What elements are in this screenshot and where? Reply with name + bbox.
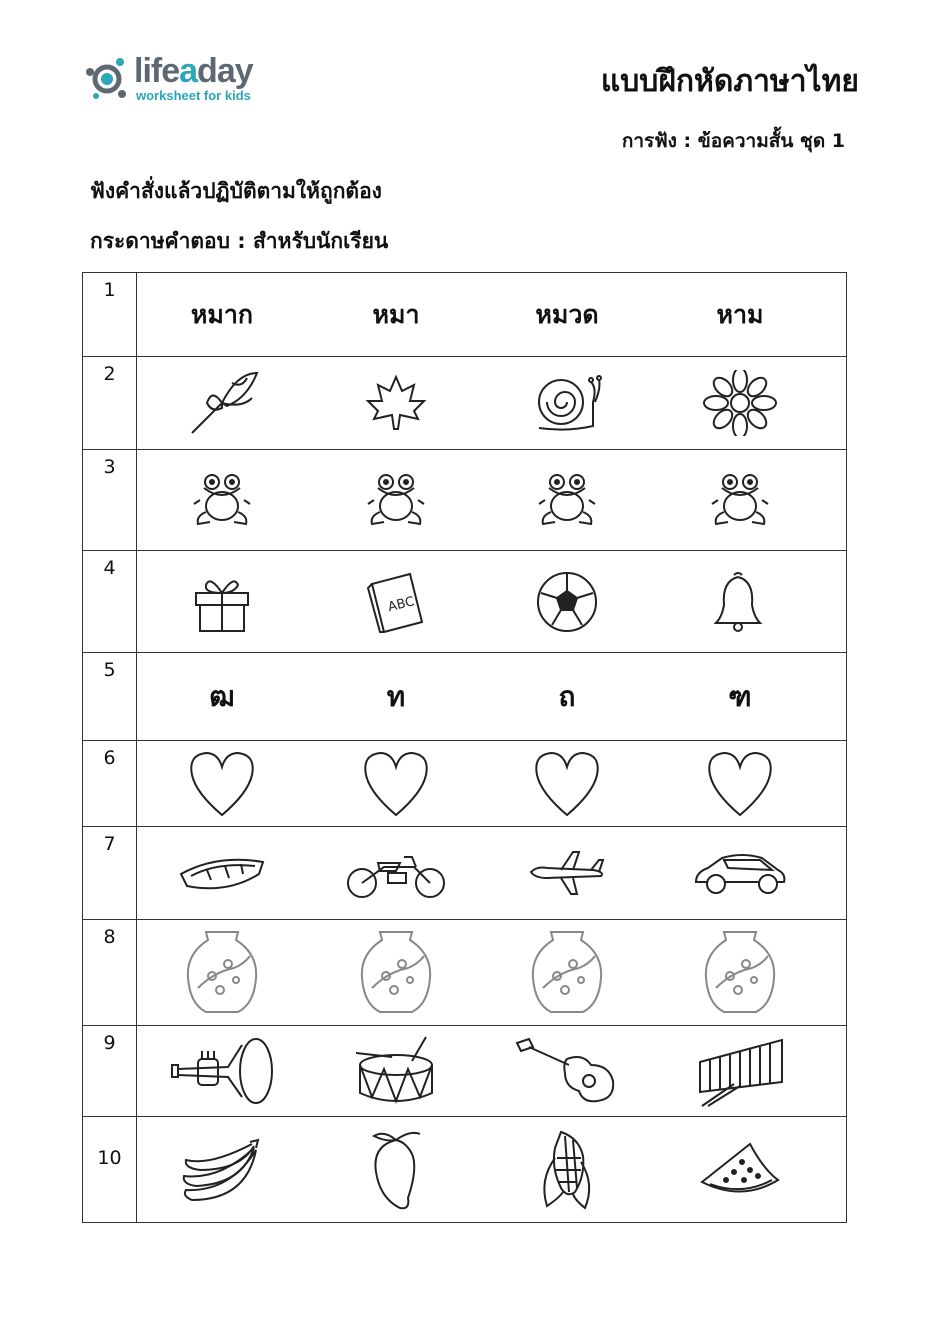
frog-icon[interactable] [167,450,277,550]
bell-icon[interactable] [685,551,795,652]
letter-option[interactable]: ถ [558,679,576,713]
row-items [137,551,847,653]
airplane-icon[interactable] [512,827,622,919]
vase-icon[interactable] [167,920,277,1025]
row-items [137,1117,847,1223]
frog-icon[interactable] [341,450,451,550]
row-items [137,450,847,551]
table-row [83,741,847,827]
table-row [83,357,847,450]
row-items [137,273,847,357]
letter-option[interactable]: ฑ [728,679,752,713]
boat-icon[interactable] [167,827,277,919]
row-items [137,357,847,450]
motorcycle-icon[interactable] [341,827,451,919]
word-option[interactable]: หาม [716,299,764,329]
page-title: แบบฝึกหัดภาษาไทย [600,64,859,99]
row-number: 5 [83,653,137,741]
table-row [83,450,847,551]
vase-icon[interactable] [512,920,622,1025]
logo-tagline: worksheet for kids [136,88,251,103]
table-row [83,653,847,741]
corn-icon[interactable] [512,1117,622,1222]
guitar-icon[interactable] [512,1026,622,1116]
abc-book-icon[interactable] [341,551,451,652]
mango-icon[interactable] [341,1117,451,1222]
vase-icon[interactable] [341,920,451,1025]
row-items [137,920,847,1026]
butterfly-icon[interactable] [167,357,277,449]
vase-icon[interactable] [685,920,795,1025]
letter-option[interactable]: ฒ [209,679,235,713]
table-row [83,920,847,1026]
row-number: 10 [83,1117,137,1223]
soccer-ball-icon[interactable] [512,551,622,652]
row-items [137,827,847,920]
row-number: 6 [83,741,137,827]
answer-grid [82,272,847,1223]
frog-icon[interactable] [512,450,622,550]
banana-icon[interactable] [167,1117,277,1222]
heart-icon[interactable] [512,741,622,826]
instruction-text: ฟังคำสั่งแล้วปฏิบัติตามให้ถูกต้อง [90,179,382,203]
heart-icon[interactable] [341,741,451,826]
table-row [83,273,847,357]
row-items [137,741,847,827]
flower-icon[interactable] [685,357,795,449]
drum-icon[interactable] [341,1026,451,1116]
row-number: 3 [83,450,137,551]
table-row [83,1117,847,1223]
table-row [83,827,847,920]
table-row [83,1026,847,1117]
word-option[interactable]: หมา [372,299,420,329]
maple-leaf-icon[interactable] [341,357,451,449]
watermelon-icon[interactable] [685,1117,795,1222]
row-number: 9 [83,1026,137,1117]
table-row [83,551,847,653]
row-number: 2 [83,357,137,450]
row-number: 4 [83,551,137,653]
heart-icon[interactable] [685,741,795,826]
letter-option[interactable]: ท [386,679,406,713]
answer-sheet-label: กระดาษคำตอบ : สำหรับนักเรียน [90,229,389,253]
trumpet-icon[interactable] [167,1026,277,1116]
xylophone-icon[interactable] [685,1026,795,1116]
row-number: 7 [83,827,137,920]
gift-box-icon[interactable] [167,551,277,652]
logo [82,50,282,106]
page-subtitle: การฟัง : ข้อความสั้น ชุด 1 [621,130,845,152]
book-label: ABC [386,593,416,615]
snail-icon[interactable] [512,357,622,449]
logo-wordmark: lifeaday [134,52,253,90]
row-items [137,653,847,741]
word-option[interactable]: หมวด [535,299,599,329]
row-items [137,1026,847,1117]
word-option[interactable]: หมาก [190,299,254,329]
frog-icon[interactable] [685,450,795,550]
heart-icon[interactable] [167,741,277,826]
logo-mark-icon [82,54,132,104]
row-number: 8 [83,920,137,1026]
row-number: 1 [83,273,137,357]
car-icon[interactable] [685,827,795,919]
